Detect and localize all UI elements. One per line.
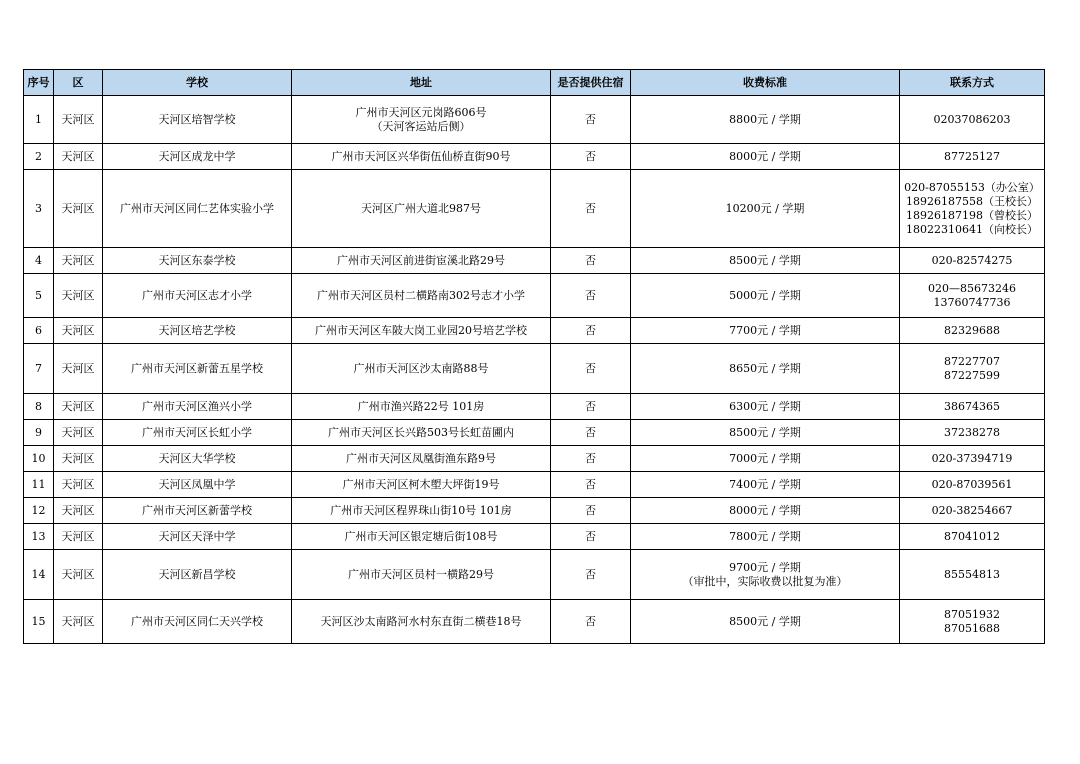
cell-address-line: 广州市天河区元岗路606号 <box>355 105 487 119</box>
header-cell-no: 序号 <box>24 70 54 96</box>
cell-fee <box>631 344 900 394</box>
table-row <box>24 96 1045 144</box>
cell-fee-line: 7800元 / 学期 <box>729 529 801 543</box>
cell-boarding: 否 <box>551 96 631 144</box>
cell-fee <box>631 274 900 318</box>
cell-district: 天河区 <box>54 524 103 550</box>
cell-fee-line: 8000元 / 学期 <box>729 149 801 163</box>
cell-address <box>292 248 551 274</box>
cell-address-line: 广州市天河区员村一横路29号 <box>348 567 494 581</box>
cell-contact-line: 020—85673246 <box>928 281 1016 295</box>
cell-no: 2 <box>24 144 54 170</box>
cell-no: 8 <box>24 394 54 420</box>
cell-contact <box>900 96 1045 144</box>
cell-address-line: 广州市天河区银定塘后街108号 <box>344 529 498 543</box>
cell-contact <box>900 394 1045 420</box>
cell-contact-line: 18022310641（向校长） <box>906 222 1038 236</box>
cell-fee <box>631 394 900 420</box>
cell-contact-line: 87227599 <box>944 368 1000 382</box>
cell-fee <box>631 472 900 498</box>
cell-fee-line: 8500元 / 学期 <box>729 425 801 439</box>
cell-fee-line: 8000元 / 学期 <box>729 503 801 517</box>
header-cell-fee: 收费标准 <box>631 70 900 96</box>
cell-contact <box>900 274 1045 318</box>
cell-address-line: 广州市天河区程界珠山街10号 101房 <box>330 503 512 517</box>
cell-fee-line: 7000元 / 学期 <box>729 451 801 465</box>
cell-address <box>292 344 551 394</box>
cell-school: 广州市天河区同仁天兴学校 <box>103 600 292 644</box>
cell-no: 11 <box>24 472 54 498</box>
cell-district: 天河区 <box>54 170 103 248</box>
cell-district: 天河区 <box>54 446 103 472</box>
cell-contact-line: 87041012 <box>944 529 1000 543</box>
cell-address <box>292 472 551 498</box>
cell-district: 天河区 <box>54 274 103 318</box>
school-fee-table <box>23 69 1045 644</box>
cell-school: 天河区培艺学校 <box>103 318 292 344</box>
cell-address-line: 广州市天河区凤凰街渔东路9号 <box>346 451 496 465</box>
cell-boarding: 否 <box>551 498 631 524</box>
cell-fee-line: 8800元 / 学期 <box>729 112 801 126</box>
cell-fee <box>631 446 900 472</box>
cell-school: 天河区凤凰中学 <box>103 472 292 498</box>
cell-contact-line: 02037086203 <box>933 112 1011 126</box>
cell-fee-line: 6300元 / 学期 <box>729 399 801 413</box>
table-row <box>24 600 1045 644</box>
cell-address <box>292 420 551 446</box>
cell-contact-line: 18926187558（王校长） <box>906 194 1038 208</box>
cell-contact-line: 85554813 <box>944 567 1000 581</box>
cell-boarding: 否 <box>551 318 631 344</box>
cell-fee-line: 7400元 / 学期 <box>729 477 801 491</box>
cell-fee <box>631 420 900 446</box>
cell-fee <box>631 318 900 344</box>
cell-boarding: 否 <box>551 446 631 472</box>
cell-school: 广州市天河区新蕾五星学校 <box>103 344 292 394</box>
cell-address-line: 广州市天河区兴华街伍仙桥直街90号 <box>331 149 511 163</box>
cell-address <box>292 600 551 644</box>
table-row <box>24 394 1045 420</box>
cell-fee-line: 5000元 / 学期 <box>729 288 801 302</box>
cell-address <box>292 274 551 318</box>
cell-contact-line: 87227707 <box>944 354 1000 368</box>
cell-no: 13 <box>24 524 54 550</box>
cell-contact <box>900 600 1045 644</box>
cell-no: 9 <box>24 420 54 446</box>
cell-fee-line: （审批中，实际收费以批复为准） <box>682 574 848 588</box>
cell-no: 5 <box>24 274 54 318</box>
cell-contact-line: 020-87055153（办公室） <box>904 180 1040 194</box>
table-row <box>24 344 1045 394</box>
cell-district: 天河区 <box>54 420 103 446</box>
cell-fee-line: 10200元 / 学期 <box>725 201 805 215</box>
cell-fee <box>631 600 900 644</box>
cell-school: 广州市天河区志才小学 <box>103 274 292 318</box>
cell-contact-line: 38674365 <box>944 399 1000 413</box>
cell-contact <box>900 318 1045 344</box>
cell-address <box>292 394 551 420</box>
cell-boarding: 否 <box>551 144 631 170</box>
cell-contact-line: 37238278 <box>944 425 1000 439</box>
cell-school: 天河区大华学校 <box>103 446 292 472</box>
cell-no: 10 <box>24 446 54 472</box>
cell-address-line: 广州市天河区前进街宦溪北路29号 <box>337 253 505 267</box>
cell-fee <box>631 96 900 144</box>
cell-address <box>292 524 551 550</box>
cell-contact <box>900 344 1045 394</box>
cell-school: 天河区成龙中学 <box>103 144 292 170</box>
cell-contact-line: 13760747736 <box>933 295 1011 309</box>
table-row <box>24 524 1045 550</box>
cell-district: 天河区 <box>54 144 103 170</box>
cell-boarding: 否 <box>551 472 631 498</box>
cell-fee-line: 8500元 / 学期 <box>729 253 801 267</box>
cell-contact <box>900 170 1045 248</box>
cell-fee <box>631 170 900 248</box>
header-cell-boarding: 是否提供住宿 <box>551 70 631 96</box>
cell-fee-line: 8500元 / 学期 <box>729 614 801 628</box>
cell-contact <box>900 144 1045 170</box>
cell-boarding: 否 <box>551 274 631 318</box>
cell-contact-line: 020-82574275 <box>931 253 1013 267</box>
cell-contact <box>900 446 1045 472</box>
cell-contact-line: 82329688 <box>944 323 1000 337</box>
cell-district: 天河区 <box>54 96 103 144</box>
cell-address-line: 广州市天河区沙太南路88号 <box>353 361 489 375</box>
header-cell-address: 地址 <box>292 70 551 96</box>
cell-address-line: 广州市天河区柯木塱大坪街19号 <box>342 477 500 491</box>
cell-no: 3 <box>24 170 54 248</box>
header-cell-district: 区 <box>54 70 103 96</box>
cell-no: 4 <box>24 248 54 274</box>
cell-contact <box>900 550 1045 600</box>
cell-contact <box>900 472 1045 498</box>
cell-address <box>292 144 551 170</box>
table-row <box>24 274 1045 318</box>
cell-no: 7 <box>24 344 54 394</box>
cell-contact-line: 87051688 <box>944 621 1000 635</box>
cell-no: 6 <box>24 318 54 344</box>
cell-address-line: 广州市渔兴路22号 101房 <box>357 399 485 413</box>
cell-contact <box>900 524 1045 550</box>
cell-boarding: 否 <box>551 248 631 274</box>
cell-school: 天河区东泰学校 <box>103 248 292 274</box>
cell-school: 广州市天河区渔兴小学 <box>103 394 292 420</box>
cell-fee <box>631 248 900 274</box>
cell-contact-line: 020-37394719 <box>931 451 1013 465</box>
cell-contact-line: 87051932 <box>944 607 1000 621</box>
cell-address <box>292 96 551 144</box>
cell-contact-line: 020-87039561 <box>931 477 1013 491</box>
header-cell-contact: 联系方式 <box>900 70 1045 96</box>
cell-fee-line: 8650元 / 学期 <box>729 361 801 375</box>
cell-boarding: 否 <box>551 394 631 420</box>
cell-contact <box>900 248 1045 274</box>
cell-contact-line: 020-38254667 <box>931 503 1013 517</box>
table-row <box>24 498 1045 524</box>
cell-boarding: 否 <box>551 524 631 550</box>
cell-boarding: 否 <box>551 420 631 446</box>
cell-school: 广州市天河区同仁艺体实验小学 <box>103 170 292 248</box>
cell-district: 天河区 <box>54 248 103 274</box>
cell-boarding: 否 <box>551 550 631 600</box>
cell-district: 天河区 <box>54 344 103 394</box>
cell-fee <box>631 550 900 600</box>
cell-no: 14 <box>24 550 54 600</box>
cell-fee-line: 9700元 / 学期 <box>729 560 801 574</box>
table-row <box>24 446 1045 472</box>
cell-district: 天河区 <box>54 600 103 644</box>
cell-district: 天河区 <box>54 550 103 600</box>
table-row <box>24 144 1045 170</box>
cell-district: 天河区 <box>54 472 103 498</box>
cell-fee-line: 7700元 / 学期 <box>729 323 801 337</box>
cell-no: 12 <box>24 498 54 524</box>
cell-address <box>292 446 551 472</box>
cell-address-line: 天河区广州大道北987号 <box>361 201 481 215</box>
table-row <box>24 550 1045 600</box>
cell-boarding: 否 <box>551 600 631 644</box>
cell-boarding: 否 <box>551 344 631 394</box>
cell-address-line: 广州市天河区员村二横路南302号志才小学 <box>317 288 525 302</box>
cell-school: 天河区新昌学校 <box>103 550 292 600</box>
cell-address-line: 广州市天河区车陂大岗工业园20号培艺学校 <box>315 323 527 337</box>
cell-contact-line: 18926187198（曾校长） <box>906 208 1038 222</box>
cell-contact-line: 87725127 <box>944 149 1000 163</box>
cell-no: 15 <box>24 600 54 644</box>
cell-contact <box>900 498 1045 524</box>
cell-district: 天河区 <box>54 498 103 524</box>
table-row <box>24 170 1045 248</box>
table-row <box>24 318 1045 344</box>
cell-school: 天河区天泽中学 <box>103 524 292 550</box>
cell-address <box>292 550 551 600</box>
cell-address-line: 广州市天河区长兴路503号长虹苗圃内 <box>328 425 514 439</box>
cell-address <box>292 318 551 344</box>
cell-fee <box>631 524 900 550</box>
cell-fee <box>631 144 900 170</box>
cell-school: 广州市天河区新蕾学校 <box>103 498 292 524</box>
table-row <box>24 420 1045 446</box>
table-body <box>24 96 1045 644</box>
cell-address-line: （天河客运站后侧） <box>371 119 471 133</box>
header-row <box>24 70 1045 96</box>
table-row <box>24 472 1045 498</box>
cell-boarding: 否 <box>551 170 631 248</box>
header-cell-school: 学校 <box>103 70 292 96</box>
cell-contact <box>900 420 1045 446</box>
table-row <box>24 248 1045 274</box>
cell-fee <box>631 498 900 524</box>
cell-school: 天河区培智学校 <box>103 96 292 144</box>
cell-address <box>292 498 551 524</box>
cell-no: 1 <box>24 96 54 144</box>
cell-address <box>292 170 551 248</box>
cell-address-line: 天河区沙太南路河水村东直街二横巷18号 <box>320 614 522 628</box>
cell-school: 广州市天河区长虹小学 <box>103 420 292 446</box>
cell-district: 天河区 <box>54 318 103 344</box>
cell-district: 天河区 <box>54 394 103 420</box>
